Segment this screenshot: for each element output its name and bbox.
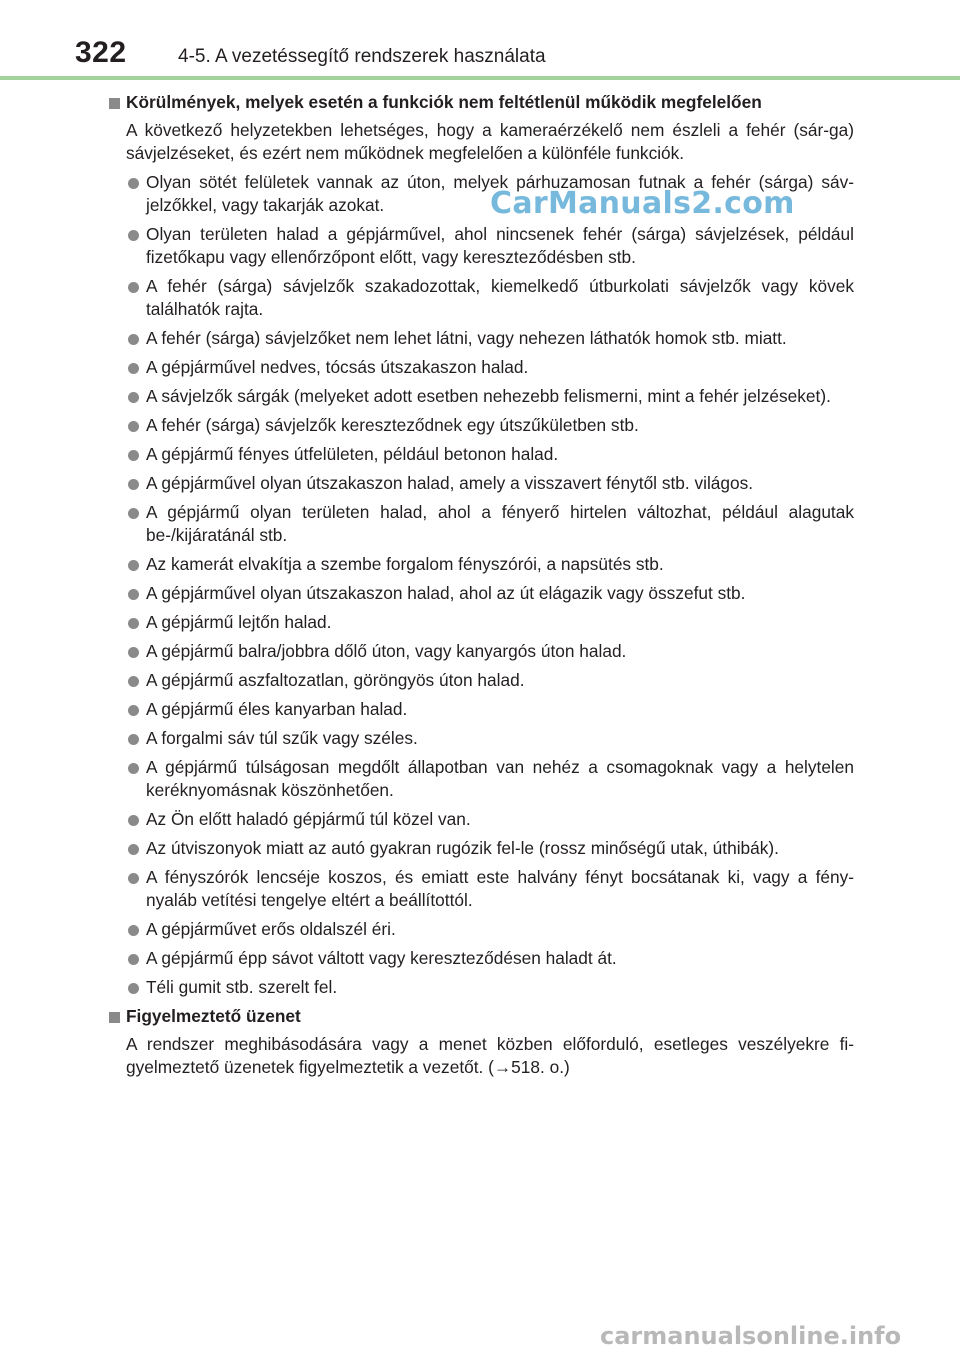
- list-item-text: A fényszórók lencséje koszos, és emiatt este halvány fényt bocsátanak ki, vagy a fény-nyaláb vetítési tengelye eltért a beállítottól.: [146, 867, 854, 910]
- list-item: [108, 837, 854, 860]
- section-heading-text: Körülmények, melyek esetén a funkciók nem feltétlenül működik megfelelően: [126, 92, 762, 112]
- round-bullet-icon: [128, 589, 139, 600]
- round-bullet-icon: [128, 618, 139, 629]
- page-content: [108, 90, 854, 1079]
- list-item: [108, 275, 854, 321]
- list-item-text: Olyan sötét felületek vannak az úton, melyek párhuzamosan futnak a fehér (sárga) sáv-jelzőkkel, vagy takarják azokat.: [146, 172, 854, 215]
- section-heading-text: Figyelmeztető üzenet: [126, 1006, 301, 1026]
- list-item: [108, 582, 854, 605]
- list-item: [108, 947, 854, 970]
- round-bullet-icon: [128, 954, 139, 965]
- round-bullet-icon: [128, 705, 139, 716]
- list-item: [108, 327, 854, 350]
- round-bullet-icon: [128, 508, 139, 519]
- round-bullet-icon: [128, 334, 139, 345]
- list-item: [108, 698, 854, 721]
- round-bullet-icon: [128, 560, 139, 571]
- list-item-text: A sávjelzők sárgák (melyeket adott esetben nehezebb felismerni, mint a fehér jelzéseket).: [146, 386, 831, 406]
- round-bullet-icon: [128, 479, 139, 490]
- round-bullet-icon: [128, 282, 139, 293]
- round-bullet-icon: [128, 363, 139, 374]
- square-bullet-icon: [109, 98, 120, 109]
- list-item: [108, 553, 854, 576]
- list-item: [108, 611, 854, 634]
- list-item-text: Az kamerát elvakítja a szembe forgalom fényszórói, a napsütés stb.: [146, 554, 664, 574]
- round-bullet-icon: [128, 763, 139, 774]
- list-item: [108, 918, 854, 941]
- list-item: [108, 385, 854, 408]
- list-item: [108, 756, 854, 802]
- list-item: [108, 866, 854, 912]
- list-item-text: A gépjármű épp sávot váltott vagy kereszteződésen haladt át.: [146, 948, 617, 968]
- section-title: 4-5. A vezetéssegítő rendszerek használata: [178, 46, 546, 67]
- list-item-text: A forgalmi sáv túl szűk vagy széles.: [146, 728, 418, 748]
- list-item: [108, 223, 854, 269]
- section-intro: A következő helyzetekben lehetséges, hogy a kameraérzékelő nem észleli a fehér (sár-ga) sávjelzéseket, és ezért nem működnek megfelelően a különféle funkciók.: [126, 120, 854, 163]
- round-bullet-icon: [128, 421, 139, 432]
- list-item-text: Olyan területen halad a gépjárművel, ahol nincsenek fehér (sárga) sávjelzések, például fizetőkapu vagy ellenőrzőpont előtt, vagy kereszteződésben stb.: [146, 224, 854, 267]
- round-bullet-icon: [128, 676, 139, 687]
- list-item-text: A fehér (sárga) sávjelzők szakadozottak, kiemelkedő útburkolati sávjelzők vagy kövek találhatók rajta.: [146, 276, 854, 319]
- round-bullet-icon: [128, 734, 139, 745]
- list-item-text: A gépjármű lejtőn halad.: [146, 612, 332, 632]
- list-item: [108, 472, 854, 495]
- round-bullet-icon: [128, 815, 139, 826]
- list-item-text: A gépjármű olyan területen halad, ahol a fényerő hirtelen változhat, például alagutak be-/kijáratánál stb.: [146, 502, 854, 545]
- list-item-text: A fehér (sárga) sávjelzők kereszteződnek egy útszűkületben stb.: [146, 415, 639, 435]
- list-item-text: A gépjárművel olyan útszakaszon halad, ahol az út elágazik vagy összefut stb.: [146, 583, 746, 603]
- list-item: [108, 501, 854, 547]
- section-heading-conditions: [108, 91, 854, 114]
- footer-watermark: carmanualsonline.info: [600, 1322, 902, 1350]
- warning-message-text: A rendszer meghibásodására vagy a menet közben előforduló, esetleges veszélyekre fi-gyelmeztető üzenetek figyelmeztetik a vezetőt. (→518. o.): [126, 1034, 854, 1077]
- round-bullet-icon: [128, 873, 139, 884]
- round-bullet-icon: [128, 450, 139, 461]
- list-item: [108, 808, 854, 831]
- list-item-text: A gépjármű fényes útfelületen, például betonon halad.: [146, 444, 559, 464]
- list-item-text: Téli gumit stb. szerelt fel.: [146, 977, 338, 997]
- list-item-text: A gépjárművel nedves, tócsás útszakaszon halad.: [146, 357, 529, 377]
- list-item: [108, 727, 854, 750]
- watermark: CarManuals2.com: [490, 186, 795, 221]
- list-item: [108, 414, 854, 437]
- round-bullet-icon: [128, 844, 139, 855]
- list-item-text: A gépjármű aszfaltozatlan, göröngyös úton halad.: [146, 670, 525, 690]
- page-number: 322: [75, 36, 127, 69]
- list-item-text: A gépjármű éles kanyarban halad.: [146, 699, 408, 719]
- round-bullet-icon: [128, 230, 139, 241]
- round-bullet-icon: [128, 178, 139, 189]
- round-bullet-icon: [128, 983, 139, 994]
- list-item: [108, 669, 854, 692]
- round-bullet-icon: [128, 392, 139, 403]
- list-item: [108, 443, 854, 466]
- list-item-text: A gépjárművel olyan útszakaszon halad, amely a visszavert fénytől stb. világos.: [146, 473, 754, 493]
- section-heading-warning: [108, 1005, 854, 1028]
- condition-list: [108, 171, 854, 999]
- square-bullet-icon: [109, 1012, 120, 1023]
- list-item: [108, 976, 854, 999]
- list-item-text: A gépjárművet erős oldalszél éri.: [146, 919, 396, 939]
- list-item-text: A fehér (sárga) sávjelzőket nem lehet látni, vagy nehezen láthatók homok stb. miatt.: [146, 328, 787, 348]
- list-item: [108, 640, 854, 663]
- header-divider: [0, 76, 960, 80]
- round-bullet-icon: [128, 925, 139, 936]
- list-item: [108, 356, 854, 379]
- list-item-text: A gépjármű balra/jobbra dőlő úton, vagy kanyargós úton halad.: [146, 641, 627, 661]
- list-item-text: A gépjármű túlságosan megdőlt állapotban van nehéz a csomagoknak vagy a helytelen keréknyomásnak köszönhetően.: [146, 757, 854, 800]
- page-header: [0, 0, 960, 80]
- round-bullet-icon: [128, 647, 139, 658]
- list-item-text: Az útviszonyok miatt az autó gyakran rugózik fel-le (rossz minőségű utak, úthibák).: [146, 838, 779, 858]
- list-item-text: Az Ön előtt haladó gépjármű túl közel van.: [146, 809, 471, 829]
